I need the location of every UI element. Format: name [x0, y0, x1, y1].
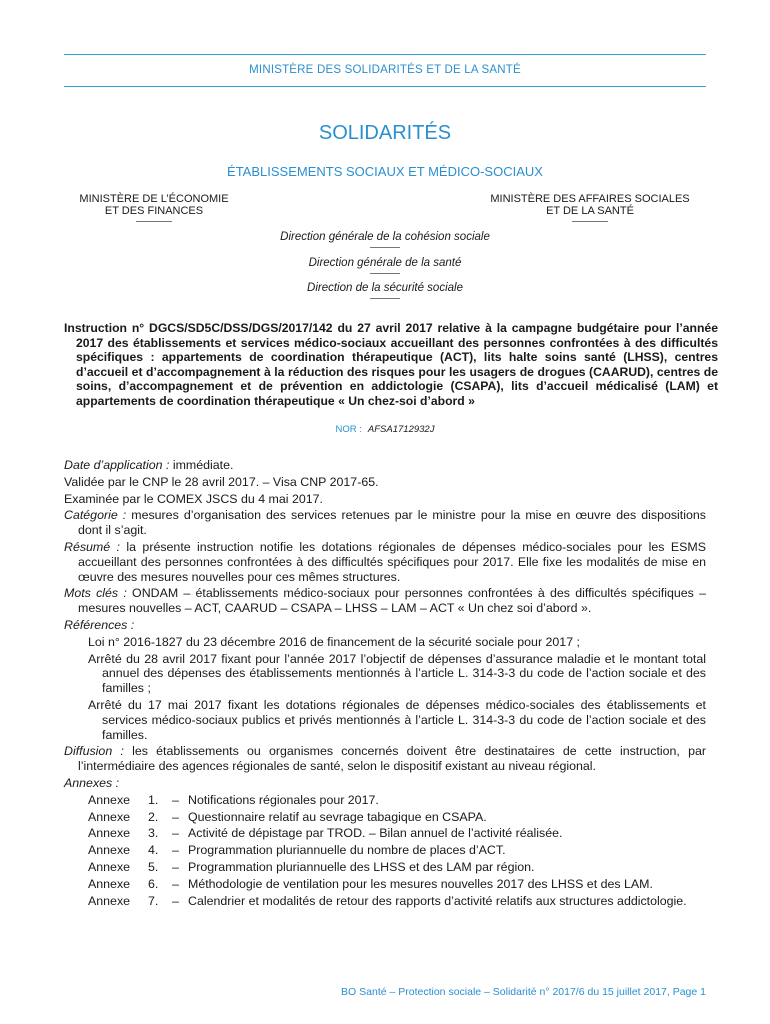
- document-body: [64, 458, 706, 910]
- header-top-rule: [64, 54, 706, 55]
- date-label: Date d’application :: [64, 458, 170, 472]
- annex-dash: –: [172, 843, 179, 858]
- header-bottom-rule: [64, 86, 706, 87]
- annex-item: [88, 826, 706, 841]
- annex-number: 1.: [148, 792, 159, 807]
- resume-value: la présente instruction notifie les dotations régionales de dépenses médico-sociales pour les ESMS accueillant des personnes confrontées à des difficultés spécifiques pour 2017. Elle fixe les modalités de mise en œuvre des mesures nouvelles pour ces mêmes structures.: [78, 539, 706, 584]
- divider: [370, 298, 400, 299]
- ministry-left: [64, 193, 244, 222]
- divider: [370, 247, 400, 248]
- annex-text: Programmation pluriannuelle du nombre de places d’ACT.: [188, 843, 506, 858]
- ministry-left-line2: ET DES FINANCES: [104, 205, 204, 217]
- reference-item: Arrêté du 17 mai 2017 fixant les dotations régionales de dépenses médico-sociales des établissements et services médico-sociaux publics et privés mentionnés à l’article L. 314-3-3 du code de l’action sociale et des familles.: [88, 697, 706, 742]
- diffusion: [64, 744, 706, 774]
- divider: [136, 221, 172, 222]
- diffusion-label: Diffusion :: [64, 744, 124, 759]
- annex-item: [88, 843, 706, 858]
- reference-item: Arrêté du 28 avril 2017 fixant pour l’année 2017 l’objectif de dépenses d’assurance maladie et le montant total annuel des dépenses des établissements mentionnés à l’article L. 314-3-3 du code de l’action sociale et des familles ;: [88, 651, 706, 696]
- annexes-heading: Annexes :: [64, 775, 120, 790]
- nor-reference: [0, 424, 770, 435]
- nor-value: AFSA1712932J: [367, 424, 435, 435]
- ministry-header: MINISTÈRE DES SOLIDARITÉS ET DE LA SANTÉ: [249, 64, 521, 76]
- annex-label: Annexe: [88, 809, 131, 824]
- annex-item: [88, 793, 706, 808]
- annex-label: Annexe: [88, 843, 131, 858]
- resume-label: Résumé :: [64, 539, 120, 554]
- ministry-right: [470, 193, 710, 222]
- divider: [572, 221, 608, 222]
- direction-label: Direction générale de la santé: [308, 257, 462, 269]
- direction-dss: [0, 282, 770, 299]
- mots-value: ONDAM – établissements médico-sociaux pour personnes confrontées à des difficultés spécifiques – mesures nouvelles – ACT, CAARUD – CSAPA – LHSS – LAM – ACT « Un chez soi d’abord ».: [78, 586, 706, 616]
- ministry-right-line2: ET DE LA SANTÉ: [546, 205, 634, 217]
- annex-number: 3.: [148, 826, 159, 841]
- categorie-value: mesures d’organisation des services retenues par le ministre pour la mise en œuvre des dispositions dont il s’agit.: [78, 508, 706, 538]
- annex-dash: –: [172, 893, 179, 908]
- annex-number: 4.: [148, 843, 159, 858]
- page-footer: BO Santé – Protection sociale – Solidarité n° 2017/6 du 15 juillet 2017, Page 1: [341, 986, 706, 998]
- ministry-left-line1: MINISTÈRE DE L’ÉCONOMIE: [79, 193, 229, 205]
- date-value: immédiate.: [169, 458, 234, 472]
- annex-dash: –: [172, 826, 179, 841]
- annex-text: Questionnaire relatif au sevrage tabagique en CSAPA.: [188, 809, 487, 824]
- date-application: [64, 458, 706, 473]
- annex-item: [88, 877, 706, 892]
- direction-dgcs: [0, 231, 770, 248]
- categorie: [64, 508, 706, 538]
- annex-text: Activité de dépistage par TROD. – Bilan annuel de l’activité réalisée.: [188, 826, 563, 841]
- diffusion-value: les établissements ou organismes concernés doivent être destinataires de cette instruction, par l’intermédiaire des agences régionales de santé, selon le dispositif existant au niveau régional.: [78, 744, 706, 774]
- reference-item: Loi n° 2016-1827 du 23 décembre 2016 de financement de la sécurité sociale pour 2017 ;: [88, 634, 580, 649]
- annex-dash: –: [172, 876, 179, 891]
- annex-number: 7.: [148, 893, 159, 908]
- divider: [370, 273, 400, 274]
- direction-dgs: [0, 257, 770, 274]
- annex-number: 2.: [148, 809, 159, 824]
- annex-text: Méthodologie de ventilation pour les mesures nouvelles 2017 des LHSS et des LAM.: [188, 876, 653, 891]
- annex-label: Annexe: [88, 859, 131, 874]
- ministry-right-line1: MINISTÈRE DES AFFAIRES SOCIALES: [490, 193, 690, 205]
- nor-label: NOR :: [335, 424, 362, 435]
- annexes-label: [64, 776, 706, 791]
- annex-label: Annexe: [88, 826, 131, 841]
- annex-dash: –: [172, 792, 179, 807]
- annex-text: Notifications régionales pour 2017.: [188, 792, 379, 807]
- mots-label: Mots clés :: [64, 586, 127, 601]
- validee: Validée par le CNP le 28 avril 2017. – Visa CNP 2017-65.: [64, 474, 379, 489]
- annex-item: [88, 860, 706, 875]
- annex-label: Annexe: [88, 876, 131, 891]
- annex-label: Annexe: [88, 792, 131, 807]
- annex-label: Annexe: [88, 893, 131, 908]
- resume: [64, 540, 706, 584]
- examinee: Examinée par le COMEX JSCS du 4 mai 2017.: [64, 491, 323, 506]
- annex-item: [88, 894, 706, 909]
- references-label: [64, 618, 706, 633]
- annex-text: Programmation pluriannuelle des LHSS et des LAM par région.: [188, 859, 535, 874]
- categorie-label: Catégorie :: [64, 508, 127, 523]
- direction-label: Direction de la sécurité sociale: [307, 282, 463, 294]
- annex-item: [88, 810, 706, 825]
- direction-label: Direction générale de la cohésion sociale: [280, 231, 490, 243]
- annex-text: Calendrier et modalités de retour des rapports d’activité relatifs aux structures addictologie.: [188, 893, 687, 908]
- annex-dash: –: [172, 809, 179, 824]
- page-title: SOLIDARITÉS: [318, 122, 452, 144]
- references-heading: Références :: [64, 617, 135, 632]
- annex-number: 6.: [148, 876, 159, 891]
- annex-number: 5.: [148, 859, 159, 874]
- annex-dash: –: [172, 859, 179, 874]
- page-subtitle: ÉTABLISSEMENTS SOCIAUX ET MÉDICO-SOCIAUX: [227, 164, 543, 179]
- mots-cles: [64, 586, 706, 616]
- instruction-title: Instruction n° DGCS/SD5C/DSS/DGS/2017/142 du 27 avril 2017 relative à la campagne budgétaire pour l’année 2017 des établissements et services médico-sociaux accueillant des personnes confrontées à des difficultés spécifiques : appartements de coordination thérapeutique (ACT), lits halte soins santé (LHSS), centres d’accueil et d’accompagnement à la réduction des risques pour les usagers de drogues (CAARUD), centres de soins, d’accompagnement et de prévention en addictologie (CSAPA), lits d’accueil médicalisé (LAM) et appartements de coordination thérapeutique « Un chez-soi d’abord »: [64, 321, 718, 408]
